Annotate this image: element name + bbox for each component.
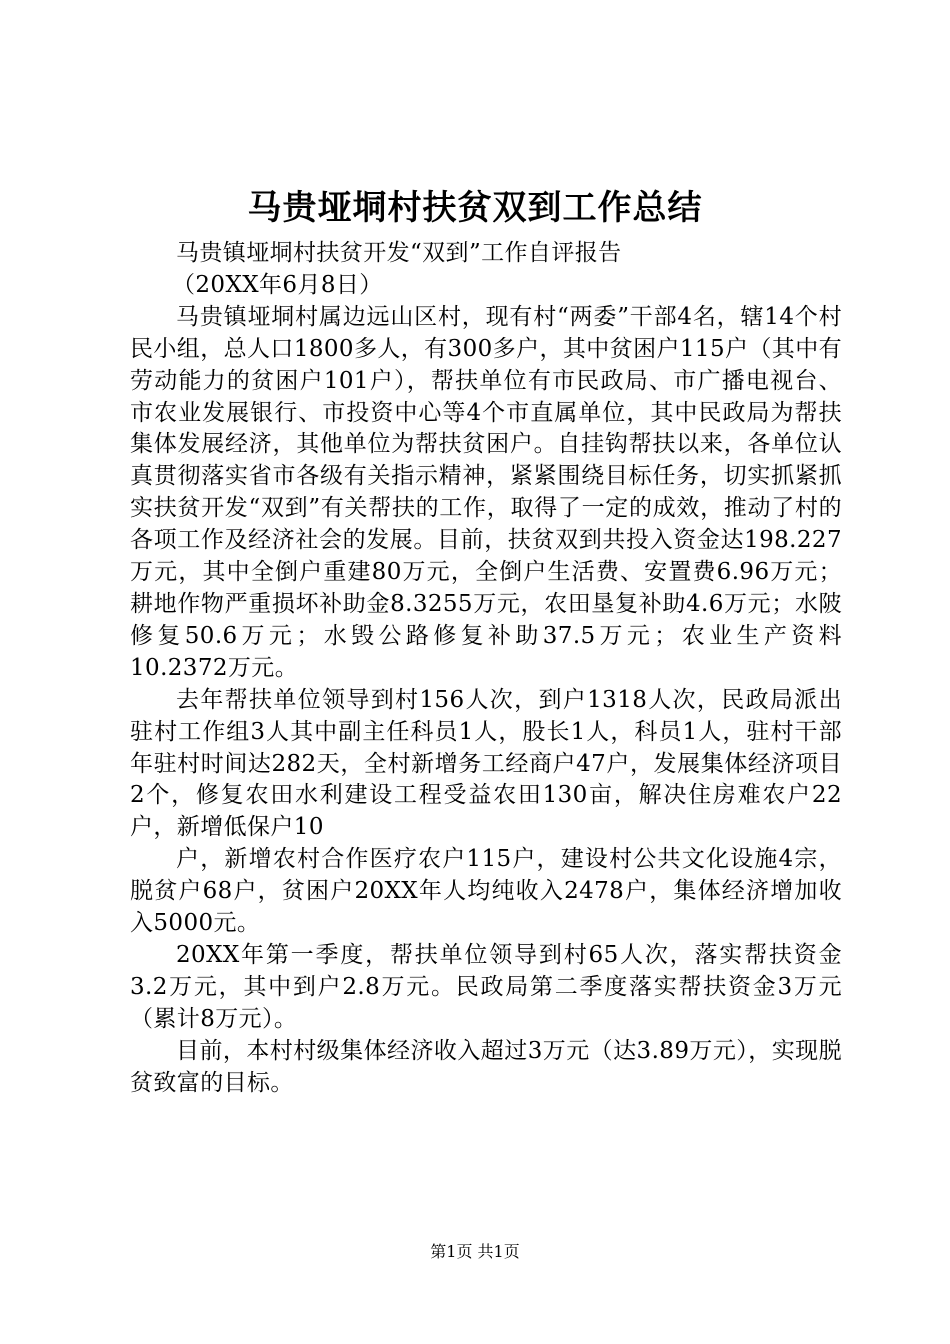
document-body <box>130 238 842 1099</box>
document-title: 马贵垭垌村扶贫双到工作总结 <box>247 188 703 228</box>
paragraph-3: 户，新增农村合作医疗农户115户，建设村公共文化设施4宗，脱贫户68户，贫困户20XX年人均纯收入2478户，集体经济增加收入5000元。 <box>130 846 842 937</box>
paragraph-2: 去年帮扶单位领导到村156人次，到户1318人次，民政局派出驻村工作组3人其中副主任科员1人，股长1人，科员1人，驻村干部年驻村时间达282天，全村新增务工经商户47户，发展集体经济项目2个，修复农田水利建设工程受益农田130亩，解决住房难农户22户，新增低保户10 <box>130 686 842 841</box>
paragraph-4: 20XX年第一季度，帮扶单位领导到村65人次，落实帮扶资金3.2万元，其中到户2.8万元。民政局第二季度落实帮扶资金3万元（累计8万元）。 <box>130 941 842 1032</box>
paragraph-1: 马贵镇垭垌村属边远山区村，现有村“两委”干部4名，辖14个村民小组，总人口1800多人，有300多户，其中贫困户115户（其中有劳动能力的贫困户101户），帮扶单位有市民政局、市广播电视台、市农业发展银行、市投资中心等4个市直属单位，其中民政局为帮扶集体发展经济，其他单位为帮扶贫困户。自挂钩帮扶以来，各单位认真贯彻落实省市各级有关指示精神，紧紧围绕目标任务，切实抓紧抓实扶贫开发“双到”有关帮扶的工作，取得了一定的成效，推动了村的各项工作及经济社会的发展。目前，扶贫双到共投入资金达198.227万元，其中全倒户重建80万元，全倒户生活费、安置费6.96万元；耕地作物严重损坏补助金8.3255万元，农田垦复补助4.6万元；水陂修复50.6万元；水毁公路修复补助37.5万元；农业生产资料10.2372万元。 <box>130 303 842 681</box>
document-date: （20XX年6月8日） <box>172 271 383 298</box>
document-subtitle: 马贵镇垭垌村扶贫开发“双到”工作自评报告 <box>176 240 622 266</box>
paragraph-5: 目前，本村村级集体经济收入超过3万元（达3.89万元），实现脱贫致富的目标。 <box>130 1037 842 1096</box>
page-number-footer: 第1页 共1页 <box>430 1242 520 1261</box>
